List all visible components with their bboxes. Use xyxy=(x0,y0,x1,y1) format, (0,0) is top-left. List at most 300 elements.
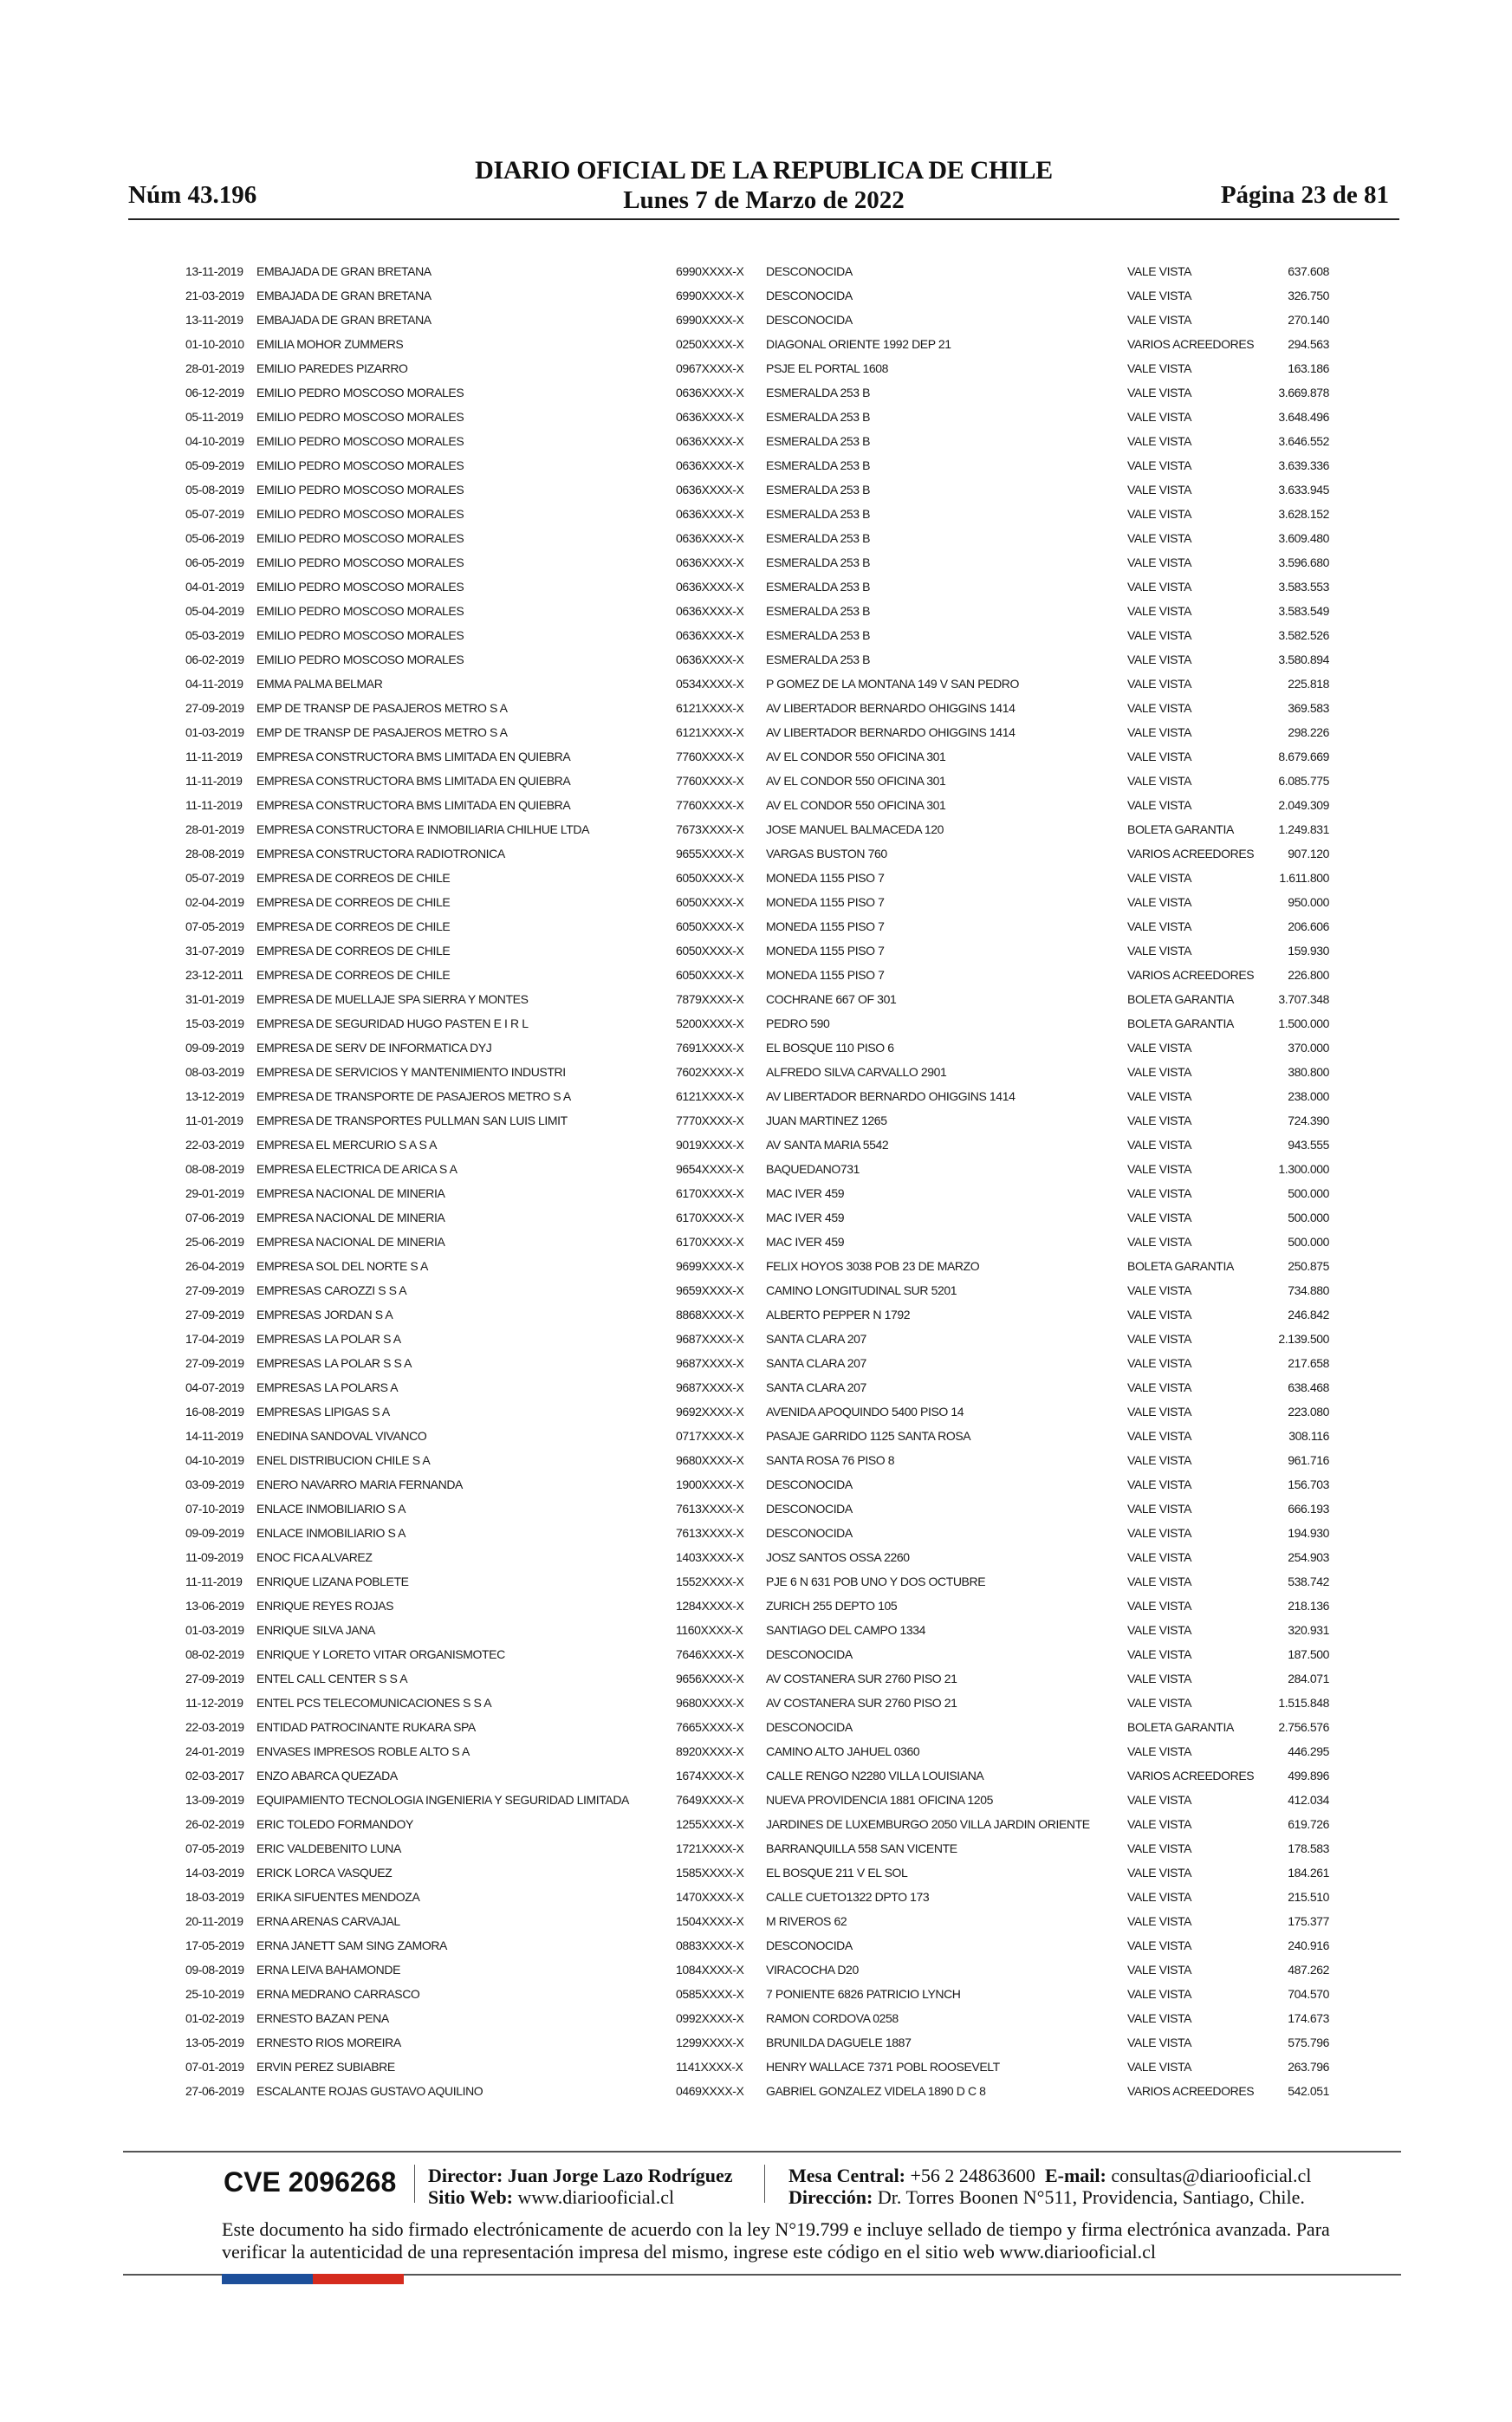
record-name: ERIKA SIFUENTES MENDOZA xyxy=(256,1890,420,1904)
record-address: AV LIBERTADOR BERNARDO OHIGGINS 1414 xyxy=(766,725,1016,739)
record-amount: 194.930 xyxy=(1288,1526,1329,1540)
record-address: AVENIDA APOQUINDO 5400 PISO 14 xyxy=(766,1405,964,1419)
table-row xyxy=(185,1763,1329,1788)
record-name: EMILIO PEDRO MOSCOSO MORALES xyxy=(256,434,464,448)
record-date: 09-09-2019 xyxy=(185,1041,244,1055)
record-name: EMPRESA DE TRANSPORTE DE PASAJEROS METRO S A xyxy=(256,1089,571,1103)
record-rut: 6121XXXX-X xyxy=(676,701,744,715)
record-document-type: BOLETA GARANTIA xyxy=(1127,1016,1234,1030)
record-name: EQUIPAMIENTO TECNOLOGIA INGENIERIA Y SEGURIDAD LIMITADA xyxy=(256,1793,629,1807)
flag-red-segment xyxy=(313,2274,404,2284)
record-rut: 7760XXXX-X xyxy=(676,798,744,812)
table-row xyxy=(185,841,1329,866)
record-amount: 638.468 xyxy=(1288,1380,1329,1394)
record-name: EMPRESA DE CORREOS DE CHILE xyxy=(256,968,451,982)
record-amount: 538.742 xyxy=(1288,1575,1329,1588)
record-document-type: VALE VISTA xyxy=(1127,2036,1192,2049)
table-row xyxy=(185,405,1329,429)
record-document-type: VALE VISTA xyxy=(1127,361,1192,375)
record-rut: 1084XXXX-X xyxy=(676,1963,744,1977)
record-date: 02-03-2017 xyxy=(185,1769,244,1782)
record-address: DESCONOCIDA xyxy=(766,1526,853,1540)
record-name: EMPRESA DE SERVICIOS Y MANTENIMIENTO INDUSTRI xyxy=(256,1065,566,1079)
record-document-type: VALE VISTA xyxy=(1127,1235,1192,1249)
record-rut: 1900XXXX-X xyxy=(676,1477,744,1491)
table-row xyxy=(185,1691,1329,1715)
record-rut: 0636XXXX-X xyxy=(676,410,744,424)
record-address: ESMERALDA 253 B xyxy=(766,410,871,424)
record-address: MONEDA 1155 PISO 7 xyxy=(766,968,885,982)
record-name: ENVASES IMPRESOS ROBLE ALTO S A xyxy=(256,1744,470,1758)
record-name: EMPRESA EL MERCURIO S A S A xyxy=(256,1138,438,1152)
record-amount: 3.628.152 xyxy=(1278,507,1329,521)
record-date: 15-03-2019 xyxy=(185,1016,244,1030)
mesa-label: Mesa Central: xyxy=(788,2165,906,2186)
web-link[interactable]: www.diariooficial.cl xyxy=(517,2186,675,2208)
record-document-type: VALE VISTA xyxy=(1127,483,1192,497)
record-address: ESMERALDA 253 B xyxy=(766,653,871,666)
record-document-type: VALE VISTA xyxy=(1127,1308,1192,1321)
address-label: Dirección: xyxy=(788,2186,873,2208)
table-row xyxy=(185,963,1329,987)
record-amount: 380.800 xyxy=(1288,1065,1329,1079)
record-date: 28-08-2019 xyxy=(185,847,244,860)
record-name: EMPRESA DE MUELLAJE SPA SIERRA Y MONTES xyxy=(256,992,529,1006)
record-address: SANTA CLARA 207 xyxy=(766,1380,866,1394)
record-name: ENLACE INMOBILIARIO S A xyxy=(256,1526,406,1540)
record-date: 04-11-2019 xyxy=(185,677,243,691)
record-amount: 637.608 xyxy=(1288,264,1329,278)
record-document-type: VALE VISTA xyxy=(1127,1672,1192,1685)
record-rut: 7613XXXX-X xyxy=(676,1502,744,1516)
record-rut: 6121XXXX-X xyxy=(676,1089,744,1103)
record-document-type: VALE VISTA xyxy=(1127,944,1192,958)
record-rut: 6050XXXX-X xyxy=(676,968,744,982)
record-address: ESMERALDA 253 B xyxy=(766,507,871,521)
record-date: 09-09-2019 xyxy=(185,1526,244,1540)
record-address: ZURICH 255 DEPTO 105 xyxy=(766,1599,898,1613)
record-address: PEDRO 590 xyxy=(766,1016,830,1030)
table-row xyxy=(185,672,1329,696)
record-address: AV EL CONDOR 550 OFICINA 301 xyxy=(766,774,946,788)
table-row xyxy=(185,1254,1329,1278)
record-address: DESCONOCIDA xyxy=(766,264,853,278)
record-name: ENRIQUE LIZANA POBLETE xyxy=(256,1575,409,1588)
record-amount: 326.750 xyxy=(1288,289,1329,302)
record-rut: 1721XXXX-X xyxy=(676,1841,744,1855)
record-amount: 1.300.000 xyxy=(1278,1162,1329,1176)
table-row xyxy=(185,1230,1329,1254)
record-date: 01-02-2019 xyxy=(185,2011,244,2025)
record-rut: 1470XXXX-X xyxy=(676,1890,744,1904)
record-rut: 6170XXXX-X xyxy=(676,1211,744,1224)
record-address: ALFREDO SILVA CARVALLO 2901 xyxy=(766,1065,947,1079)
record-document-type: VALE VISTA xyxy=(1127,1138,1192,1152)
record-date: 05-07-2019 xyxy=(185,871,244,885)
record-name: EMILIO PEDRO MOSCOSO MORALES xyxy=(256,555,464,569)
table-row xyxy=(185,2079,1329,2103)
record-amount: 3.633.945 xyxy=(1278,483,1329,497)
table-row xyxy=(185,1812,1329,1836)
record-document-type: VALE VISTA xyxy=(1127,458,1192,472)
record-amount: 907.120 xyxy=(1288,847,1329,860)
record-name: EMPRESA CONSTRUCTORA BMS LIMITADA EN QUIEBRA xyxy=(256,774,571,788)
record-rut: 1160XXXX-X xyxy=(676,1623,743,1637)
record-name: EMILIA MOHOR ZUMMERS xyxy=(256,337,404,351)
record-name: ERIC TOLEDO FORMANDOY xyxy=(256,1817,413,1831)
record-document-type: VALE VISTA xyxy=(1127,750,1192,763)
record-document-type: VALE VISTA xyxy=(1127,1550,1192,1564)
record-rut: 9687XXXX-X xyxy=(676,1332,744,1346)
record-name: ENZO ABARCA QUEZADA xyxy=(256,1769,398,1782)
record-date: 05-08-2019 xyxy=(185,483,244,497)
record-date: 01-03-2019 xyxy=(185,725,244,739)
record-address: JARDINES DE LUXEMBURGO 2050 VILLA JARDIN ORIENTE xyxy=(766,1817,1090,1831)
record-rut: 0585XXXX-X xyxy=(676,1987,744,2001)
record-amount: 2.756.576 xyxy=(1278,1720,1329,1734)
record-document-type: VALE VISTA xyxy=(1127,2011,1192,2025)
record-date: 31-07-2019 xyxy=(185,944,244,958)
record-name: EMPRESA CONSTRUCTORA RADIOTRONICA xyxy=(256,847,505,860)
record-date: 26-04-2019 xyxy=(185,1259,244,1273)
table-row xyxy=(185,1860,1329,1885)
record-amount: 218.136 xyxy=(1288,1599,1329,1613)
record-document-type: VALE VISTA xyxy=(1127,798,1192,812)
record-amount: 950.000 xyxy=(1288,895,1329,909)
table-row xyxy=(185,987,1329,1011)
record-document-type: VALE VISTA xyxy=(1127,1332,1192,1346)
record-date: 13-12-2019 xyxy=(185,1089,244,1103)
record-name: EMILIO PEDRO MOSCOSO MORALES xyxy=(256,653,464,666)
record-document-type: BOLETA GARANTIA xyxy=(1127,1259,1234,1273)
record-rut: 7673XXXX-X xyxy=(676,822,744,836)
record-name: EMPRESA DE SERV DE INFORMATICA DYJ xyxy=(256,1041,492,1055)
table-row xyxy=(185,356,1329,380)
record-address: JOSE MANUEL BALMACEDA 120 xyxy=(766,822,944,836)
record-address: ESMERALDA 253 B xyxy=(766,458,871,472)
record-document-type: VALE VISTA xyxy=(1127,2060,1192,2074)
record-name: ENLACE INMOBILIARIO S A xyxy=(256,1502,406,1516)
record-address: ESMERALDA 253 B xyxy=(766,386,871,399)
record-name: ERNESTO RIOS MOREIRA xyxy=(256,2036,401,2049)
record-amount: 734.880 xyxy=(1288,1283,1329,1297)
record-address: 7 PONIENTE 6826 PATRICIO LYNCH xyxy=(766,1987,961,2001)
table-row xyxy=(185,550,1329,575)
record-rut: 0250XXXX-X xyxy=(676,337,744,351)
record-rut: 0534XXXX-X xyxy=(676,677,744,691)
record-date: 08-08-2019 xyxy=(185,1162,244,1176)
record-name: ERNA ARENAS CARVAJAL xyxy=(256,1914,400,1928)
record-rut: 8868XXXX-X xyxy=(676,1308,744,1321)
record-date: 07-10-2019 xyxy=(185,1502,244,1516)
record-name: EMPRESA DE TRANSPORTES PULLMAN SAN LUIS LIMIT xyxy=(256,1114,568,1127)
record-amount: 320.931 xyxy=(1288,1623,1329,1637)
records-table xyxy=(185,259,1329,2103)
record-address: DESCONOCIDA xyxy=(766,289,853,302)
record-rut: 7691XXXX-X xyxy=(676,1041,744,1055)
record-address: PSJE EL PORTAL 1608 xyxy=(766,361,889,375)
table-row xyxy=(185,1521,1329,1545)
record-address: PASAJE GARRIDO 1125 SANTA ROSA xyxy=(766,1429,971,1443)
record-rut: 9659XXXX-X xyxy=(676,1283,744,1297)
record-address: AV EL CONDOR 550 OFICINA 301 xyxy=(766,798,946,812)
record-amount: 156.703 xyxy=(1288,1477,1329,1491)
record-amount: 1.611.800 xyxy=(1279,871,1329,885)
table-row xyxy=(185,575,1329,599)
record-document-type: VARIOS ACREEDORES xyxy=(1127,337,1255,351)
record-rut: 6050XXXX-X xyxy=(676,895,744,909)
record-address: PJE 6 N 631 POB UNO Y DOS OCTUBRE xyxy=(766,1575,986,1588)
record-rut: 0636XXXX-X xyxy=(676,653,744,666)
contact-info xyxy=(788,2165,1311,2208)
record-document-type: VALE VISTA xyxy=(1127,1211,1192,1224)
record-document-type: VALE VISTA xyxy=(1127,1866,1192,1880)
record-amount: 215.510 xyxy=(1288,1890,1329,1904)
record-address: P GOMEZ DE LA MONTANA 149 V SAN PEDRO xyxy=(766,677,1019,691)
record-date: 13-11-2019 xyxy=(185,313,243,327)
record-document-type: VALE VISTA xyxy=(1127,774,1192,788)
record-address: VIRACOCHA D20 xyxy=(766,1963,859,1977)
record-rut: 0992XXXX-X xyxy=(676,2011,744,2025)
record-amount: 943.555 xyxy=(1288,1138,1329,1152)
record-name: EMPRESA SOL DEL NORTE S A xyxy=(256,1259,428,1273)
record-document-type: VALE VISTA xyxy=(1127,386,1192,399)
record-amount: 226.800 xyxy=(1288,968,1329,982)
record-name: EMPRESAS CAROZZI S S A xyxy=(256,1283,407,1297)
record-amount: 3.646.552 xyxy=(1278,434,1329,448)
record-date: 06-05-2019 xyxy=(185,555,244,569)
record-name: ERNA MEDRANO CARRASCO xyxy=(256,1987,420,2001)
record-name: EMP DE TRANSP DE PASAJEROS METRO S A xyxy=(256,725,508,739)
record-date: 14-03-2019 xyxy=(185,1866,244,1880)
email-label: E-mail: xyxy=(1044,2165,1106,2186)
page-header xyxy=(128,156,1399,224)
record-date: 28-01-2019 xyxy=(185,822,244,836)
table-row xyxy=(185,1497,1329,1521)
record-address: DESCONOCIDA xyxy=(766,313,853,327)
record-rut: 1284XXXX-X xyxy=(676,1599,744,1613)
table-row xyxy=(185,259,1329,283)
record-date: 06-02-2019 xyxy=(185,653,244,666)
record-date: 25-06-2019 xyxy=(185,1235,244,1249)
record-amount: 3.582.526 xyxy=(1278,628,1329,642)
record-date: 07-05-2019 xyxy=(185,919,244,933)
record-address: ESMERALDA 253 B xyxy=(766,555,871,569)
record-address: MONEDA 1155 PISO 7 xyxy=(766,919,885,933)
record-address: VARGAS BUSTON 760 xyxy=(766,847,887,860)
record-amount: 370.000 xyxy=(1288,1041,1329,1055)
record-date: 04-10-2019 xyxy=(185,1453,244,1467)
record-amount: 294.563 xyxy=(1288,337,1329,351)
record-name: EMPRESA ELECTRICA DE ARICA S A xyxy=(256,1162,457,1176)
record-amount: 500.000 xyxy=(1288,1235,1329,1249)
record-document-type: VALE VISTA xyxy=(1127,701,1192,715)
table-row xyxy=(185,938,1329,963)
record-rut: 6990XXXX-X xyxy=(676,313,744,327)
record-address: FELIX HOYOS 3038 POB 23 DE MARZO xyxy=(766,1259,980,1273)
record-document-type: VALE VISTA xyxy=(1127,289,1192,302)
record-date: 13-05-2019 xyxy=(185,2036,244,2049)
record-date: 13-09-2019 xyxy=(185,1793,244,1807)
record-date: 24-01-2019 xyxy=(185,1744,244,1758)
record-rut: 7665XXXX-X xyxy=(676,1720,744,1734)
record-rut: 7770XXXX-X xyxy=(676,1114,744,1127)
record-rut: 9019XXXX-X xyxy=(676,1138,744,1152)
record-rut: 1255XXXX-X xyxy=(676,1817,744,1831)
record-amount: 263.796 xyxy=(1288,2060,1329,2074)
record-name: EMILIO PEDRO MOSCOSO MORALES xyxy=(256,604,464,618)
record-name: EMPRESA DE CORREOS DE CHILE xyxy=(256,919,451,933)
record-date: 22-03-2019 xyxy=(185,1720,244,1734)
table-row xyxy=(185,1933,1329,1958)
table-row xyxy=(185,1788,1329,1812)
record-rut: 9687XXXX-X xyxy=(676,1380,744,1394)
record-document-type: VALE VISTA xyxy=(1127,1599,1192,1613)
record-name: EMPRESA CONSTRUCTORA E INMOBILIARIA CHILHUE LTDA xyxy=(256,822,590,836)
table-row xyxy=(185,1715,1329,1739)
record-document-type: VALE VISTA xyxy=(1127,895,1192,909)
record-document-type: VARIOS ACREEDORES xyxy=(1127,1769,1255,1782)
record-date: 26-02-2019 xyxy=(185,1817,244,1831)
table-row xyxy=(185,696,1329,720)
table-row xyxy=(185,1302,1329,1327)
record-rut: 1504XXXX-X xyxy=(676,1914,744,1928)
table-row xyxy=(185,429,1329,453)
record-date: 06-12-2019 xyxy=(185,386,244,399)
record-amount: 412.034 xyxy=(1288,1793,1329,1807)
record-date: 13-11-2019 xyxy=(185,264,243,278)
record-rut: 0636XXXX-X xyxy=(676,604,744,618)
record-amount: 666.193 xyxy=(1288,1502,1329,1516)
record-document-type: VALE VISTA xyxy=(1127,919,1192,933)
table-row xyxy=(185,2030,1329,2055)
record-document-type: VALE VISTA xyxy=(1127,1526,1192,1540)
record-name: ENRIQUE Y LORETO VITAR ORGANISMOTEC xyxy=(256,1647,505,1661)
record-address: GABRIEL GONZALEZ VIDELA 1890 D C 8 xyxy=(766,2084,986,2098)
record-date: 14-11-2019 xyxy=(185,1429,243,1443)
record-address: JUAN MARTINEZ 1265 xyxy=(766,1114,887,1127)
page-indicator: Página 23 de 81 xyxy=(1220,181,1389,209)
record-document-type: VALE VISTA xyxy=(1127,1114,1192,1127)
table-row xyxy=(185,720,1329,744)
record-address: DESCONOCIDA xyxy=(766,1477,853,1491)
record-document-type: BOLETA GARANTIA xyxy=(1127,992,1234,1006)
record-address: AV SANTA MARIA 5542 xyxy=(766,1138,889,1152)
record-amount: 369.583 xyxy=(1288,701,1329,715)
record-amount: 3.639.336 xyxy=(1278,458,1329,472)
record-rut: 1141XXXX-X xyxy=(676,2060,743,2074)
record-date: 27-09-2019 xyxy=(185,1356,244,1370)
table-row xyxy=(185,1569,1329,1594)
record-amount: 8.679.669 xyxy=(1278,750,1329,763)
record-rut: 7649XXXX-X xyxy=(676,1793,744,1807)
record-address: CALLE RENGO N2280 VILLA LOUISIANA xyxy=(766,1769,984,1782)
issue-date: Lunes 7 de Marzo de 2022 xyxy=(623,186,905,214)
record-address: M RIVEROS 62 xyxy=(766,1914,847,1928)
record-address: ESMERALDA 253 B xyxy=(766,628,871,642)
table-row xyxy=(185,1472,1329,1497)
record-date: 21-03-2019 xyxy=(185,289,244,302)
record-address: MONEDA 1155 PISO 7 xyxy=(766,944,885,958)
record-amount: 575.796 xyxy=(1288,2036,1329,2049)
record-amount: 174.673 xyxy=(1288,2011,1329,2025)
record-name: EMPRESA CONSTRUCTORA BMS LIMITADA EN QUIEBRA xyxy=(256,798,571,812)
record-address: MAC IVER 459 xyxy=(766,1235,845,1249)
record-rut: 9680XXXX-X xyxy=(676,1453,744,1467)
record-name: EMPRESA NACIONAL DE MINERIA xyxy=(256,1186,445,1200)
record-document-type: VALE VISTA xyxy=(1127,1502,1192,1516)
record-amount: 175.377 xyxy=(1288,1914,1329,1928)
record-date: 25-10-2019 xyxy=(185,1987,244,2001)
record-document-type: VALE VISTA xyxy=(1127,1089,1192,1103)
record-rut: 0717XXXX-X xyxy=(676,1429,744,1443)
record-name: EMILIO PEDRO MOSCOSO MORALES xyxy=(256,507,464,521)
record-rut: 1674XXXX-X xyxy=(676,1769,744,1782)
record-date: 11-12-2019 xyxy=(185,1696,243,1710)
record-rut: 9687XXXX-X xyxy=(676,1356,744,1370)
record-address: COCHRANE 667 OF 301 xyxy=(766,992,897,1006)
record-address: MAC IVER 459 xyxy=(766,1186,845,1200)
table-row xyxy=(185,1909,1329,1933)
record-name: EMPRESAS LIPIGAS S A xyxy=(256,1405,390,1419)
record-document-type: VALE VISTA xyxy=(1127,1623,1192,1637)
record-date: 17-05-2019 xyxy=(185,1938,244,1952)
table-row xyxy=(185,1351,1329,1375)
record-rut: 9692XXXX-X xyxy=(676,1405,744,1419)
record-rut: 7613XXXX-X xyxy=(676,1526,744,1540)
email-link[interactable]: consultas@diariooficial.cl xyxy=(1111,2165,1312,2186)
record-amount: 159.930 xyxy=(1288,944,1329,958)
record-address: DESCONOCIDA xyxy=(766,1647,853,1661)
table-row xyxy=(185,1133,1329,1157)
record-rut: 7646XXXX-X xyxy=(676,1647,744,1661)
mesa-phone: +56 2 24863600 xyxy=(910,2165,1035,2186)
record-name: ENRIQUE REYES ROJAS xyxy=(256,1599,394,1613)
record-document-type: VALE VISTA xyxy=(1127,1186,1192,1200)
record-amount: 3.580.894 xyxy=(1278,653,1329,666)
table-row xyxy=(185,1448,1329,1472)
record-amount: 3.707.348 xyxy=(1278,992,1329,1006)
record-document-type: VALE VISTA xyxy=(1127,507,1192,521)
footer-divider-top xyxy=(123,2151,1401,2153)
record-amount: 3.609.480 xyxy=(1278,531,1329,545)
record-name: ERNA LEIVA BAHAMONDE xyxy=(256,1963,401,1977)
record-rut: 0636XXXX-X xyxy=(676,458,744,472)
record-amount: 284.071 xyxy=(1288,1672,1329,1685)
flag-stripe xyxy=(222,2274,404,2284)
record-name: EMBAJADA DE GRAN BRETANA xyxy=(256,289,432,302)
record-name: ERICK LORCA VASQUEZ xyxy=(256,1866,393,1880)
record-date: 11-11-2019 xyxy=(185,774,243,788)
record-address: CALLE CUETO1322 DPTO 173 xyxy=(766,1890,930,1904)
cve-code: CVE 2096268 xyxy=(224,2166,397,2198)
table-row xyxy=(185,1278,1329,1302)
record-document-type: VALE VISTA xyxy=(1127,1817,1192,1831)
record-address: NUEVA PROVIDENCIA 1881 OFICINA 1205 xyxy=(766,1793,993,1807)
record-document-type: VALE VISTA xyxy=(1127,725,1192,739)
record-date: 11-11-2019 xyxy=(185,1575,243,1588)
record-name: EMPRESAS LA POLARS A xyxy=(256,1380,399,1394)
table-row xyxy=(185,623,1329,647)
record-date: 04-10-2019 xyxy=(185,434,244,448)
record-rut: 0636XXXX-X xyxy=(676,507,744,521)
record-address: EL BOSQUE 211 V EL SOL xyxy=(766,1866,908,1880)
record-rut: 6170XXXX-X xyxy=(676,1186,744,1200)
record-address: BARRANQUILLA 558 SAN VICENTE xyxy=(766,1841,957,1855)
record-rut: 7760XXXX-X xyxy=(676,750,744,763)
record-name: EMILIO PEDRO MOSCOSO MORALES xyxy=(256,531,464,545)
record-date: 11-11-2019 xyxy=(185,798,243,812)
